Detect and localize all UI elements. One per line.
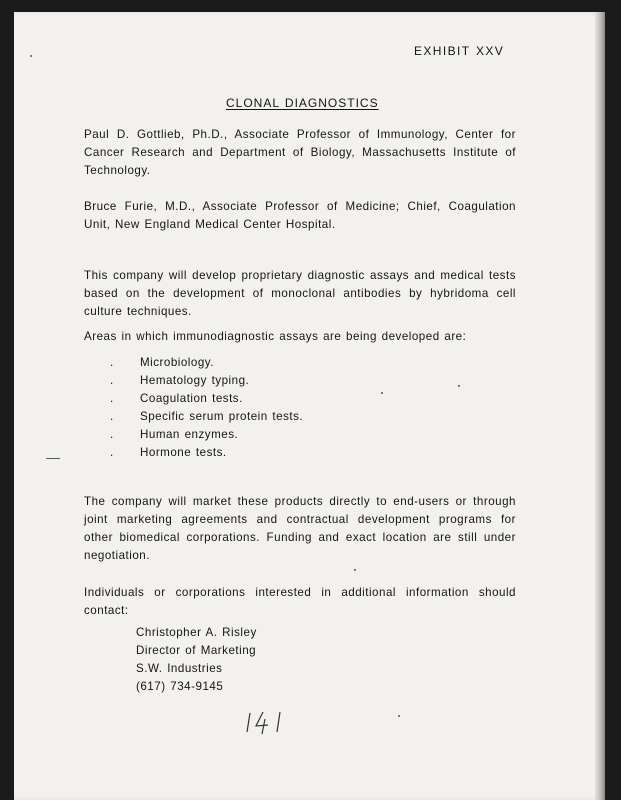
list-item-text: Coagulation tests. bbox=[140, 392, 243, 405]
scan-speck bbox=[354, 569, 356, 571]
list-item bbox=[110, 390, 303, 408]
marketing-paragraph: The company will market these products directly to end-users or through joint marketing agreements and contractual development programs for other biomedical corporations. Funding and exact location are still under negotiation. bbox=[84, 495, 516, 562]
person-paragraph-gottlieb: Paul D. Gottlieb, Ph.D., Associate Professor of Immunology, Center for Cancer Research and Department of Biology, Massachusetts Institute of Technology. bbox=[84, 128, 516, 177]
scan-speck bbox=[381, 392, 383, 394]
contact-title: Director of Marketing bbox=[136, 644, 257, 657]
document-title: CLONAL DIAGNOSTICS bbox=[226, 96, 379, 110]
company-description: This company will develop proprietary diagnostic assays and medical tests based on the development of monoclonal antibodies by hybridoma cell culture techniques. bbox=[84, 269, 516, 318]
list-item bbox=[110, 444, 303, 462]
list-item-text: Human enzymes. bbox=[140, 428, 239, 441]
exhibit-label: EXHIBIT XXV bbox=[414, 44, 505, 58]
list-item bbox=[110, 408, 303, 426]
areas-intro: Areas in which immunodiagnostic assays are being developed are: bbox=[84, 330, 467, 343]
contact-name: Christopher A. Risley bbox=[136, 626, 257, 639]
list-item-text: Microbiology. bbox=[140, 356, 214, 369]
scan-speck bbox=[46, 458, 60, 459]
bullet-icon: . bbox=[110, 392, 114, 405]
contact-intro: Individuals or corporations interested in additional information should contact: bbox=[84, 586, 516, 617]
bullet-icon: . bbox=[110, 356, 114, 369]
list-item bbox=[110, 354, 303, 372]
scan-speck bbox=[458, 385, 460, 387]
contact-company: S.W. Industries bbox=[136, 662, 223, 675]
list-item bbox=[110, 372, 303, 390]
list-item bbox=[110, 426, 303, 444]
scan-speck bbox=[398, 715, 400, 717]
bullet-icon: . bbox=[110, 410, 114, 423]
contact-block bbox=[136, 624, 257, 696]
contact-phone: (617) 734-9145 bbox=[136, 680, 224, 693]
page-edge bbox=[595, 12, 605, 800]
paper-sheet bbox=[14, 12, 605, 800]
bullet-icon: . bbox=[110, 446, 114, 459]
scan-speck bbox=[30, 55, 32, 57]
person-paragraph-furie: Bruce Furie, M.D., Associate Professor of Medicine; Chief, Coagulation Unit, New England Medical Center Hospital. bbox=[84, 200, 516, 231]
handwritten-page-number-icon bbox=[244, 710, 288, 736]
list-item-text: Hematology typing. bbox=[140, 374, 250, 387]
list-item-text: Hormone tests. bbox=[140, 446, 227, 459]
bullet-icon: . bbox=[110, 428, 114, 441]
areas-list bbox=[110, 354, 303, 462]
list-item-text: Specific serum protein tests. bbox=[140, 410, 304, 423]
handwritten-page-number bbox=[244, 710, 288, 741]
bullet-icon: . bbox=[110, 374, 114, 387]
